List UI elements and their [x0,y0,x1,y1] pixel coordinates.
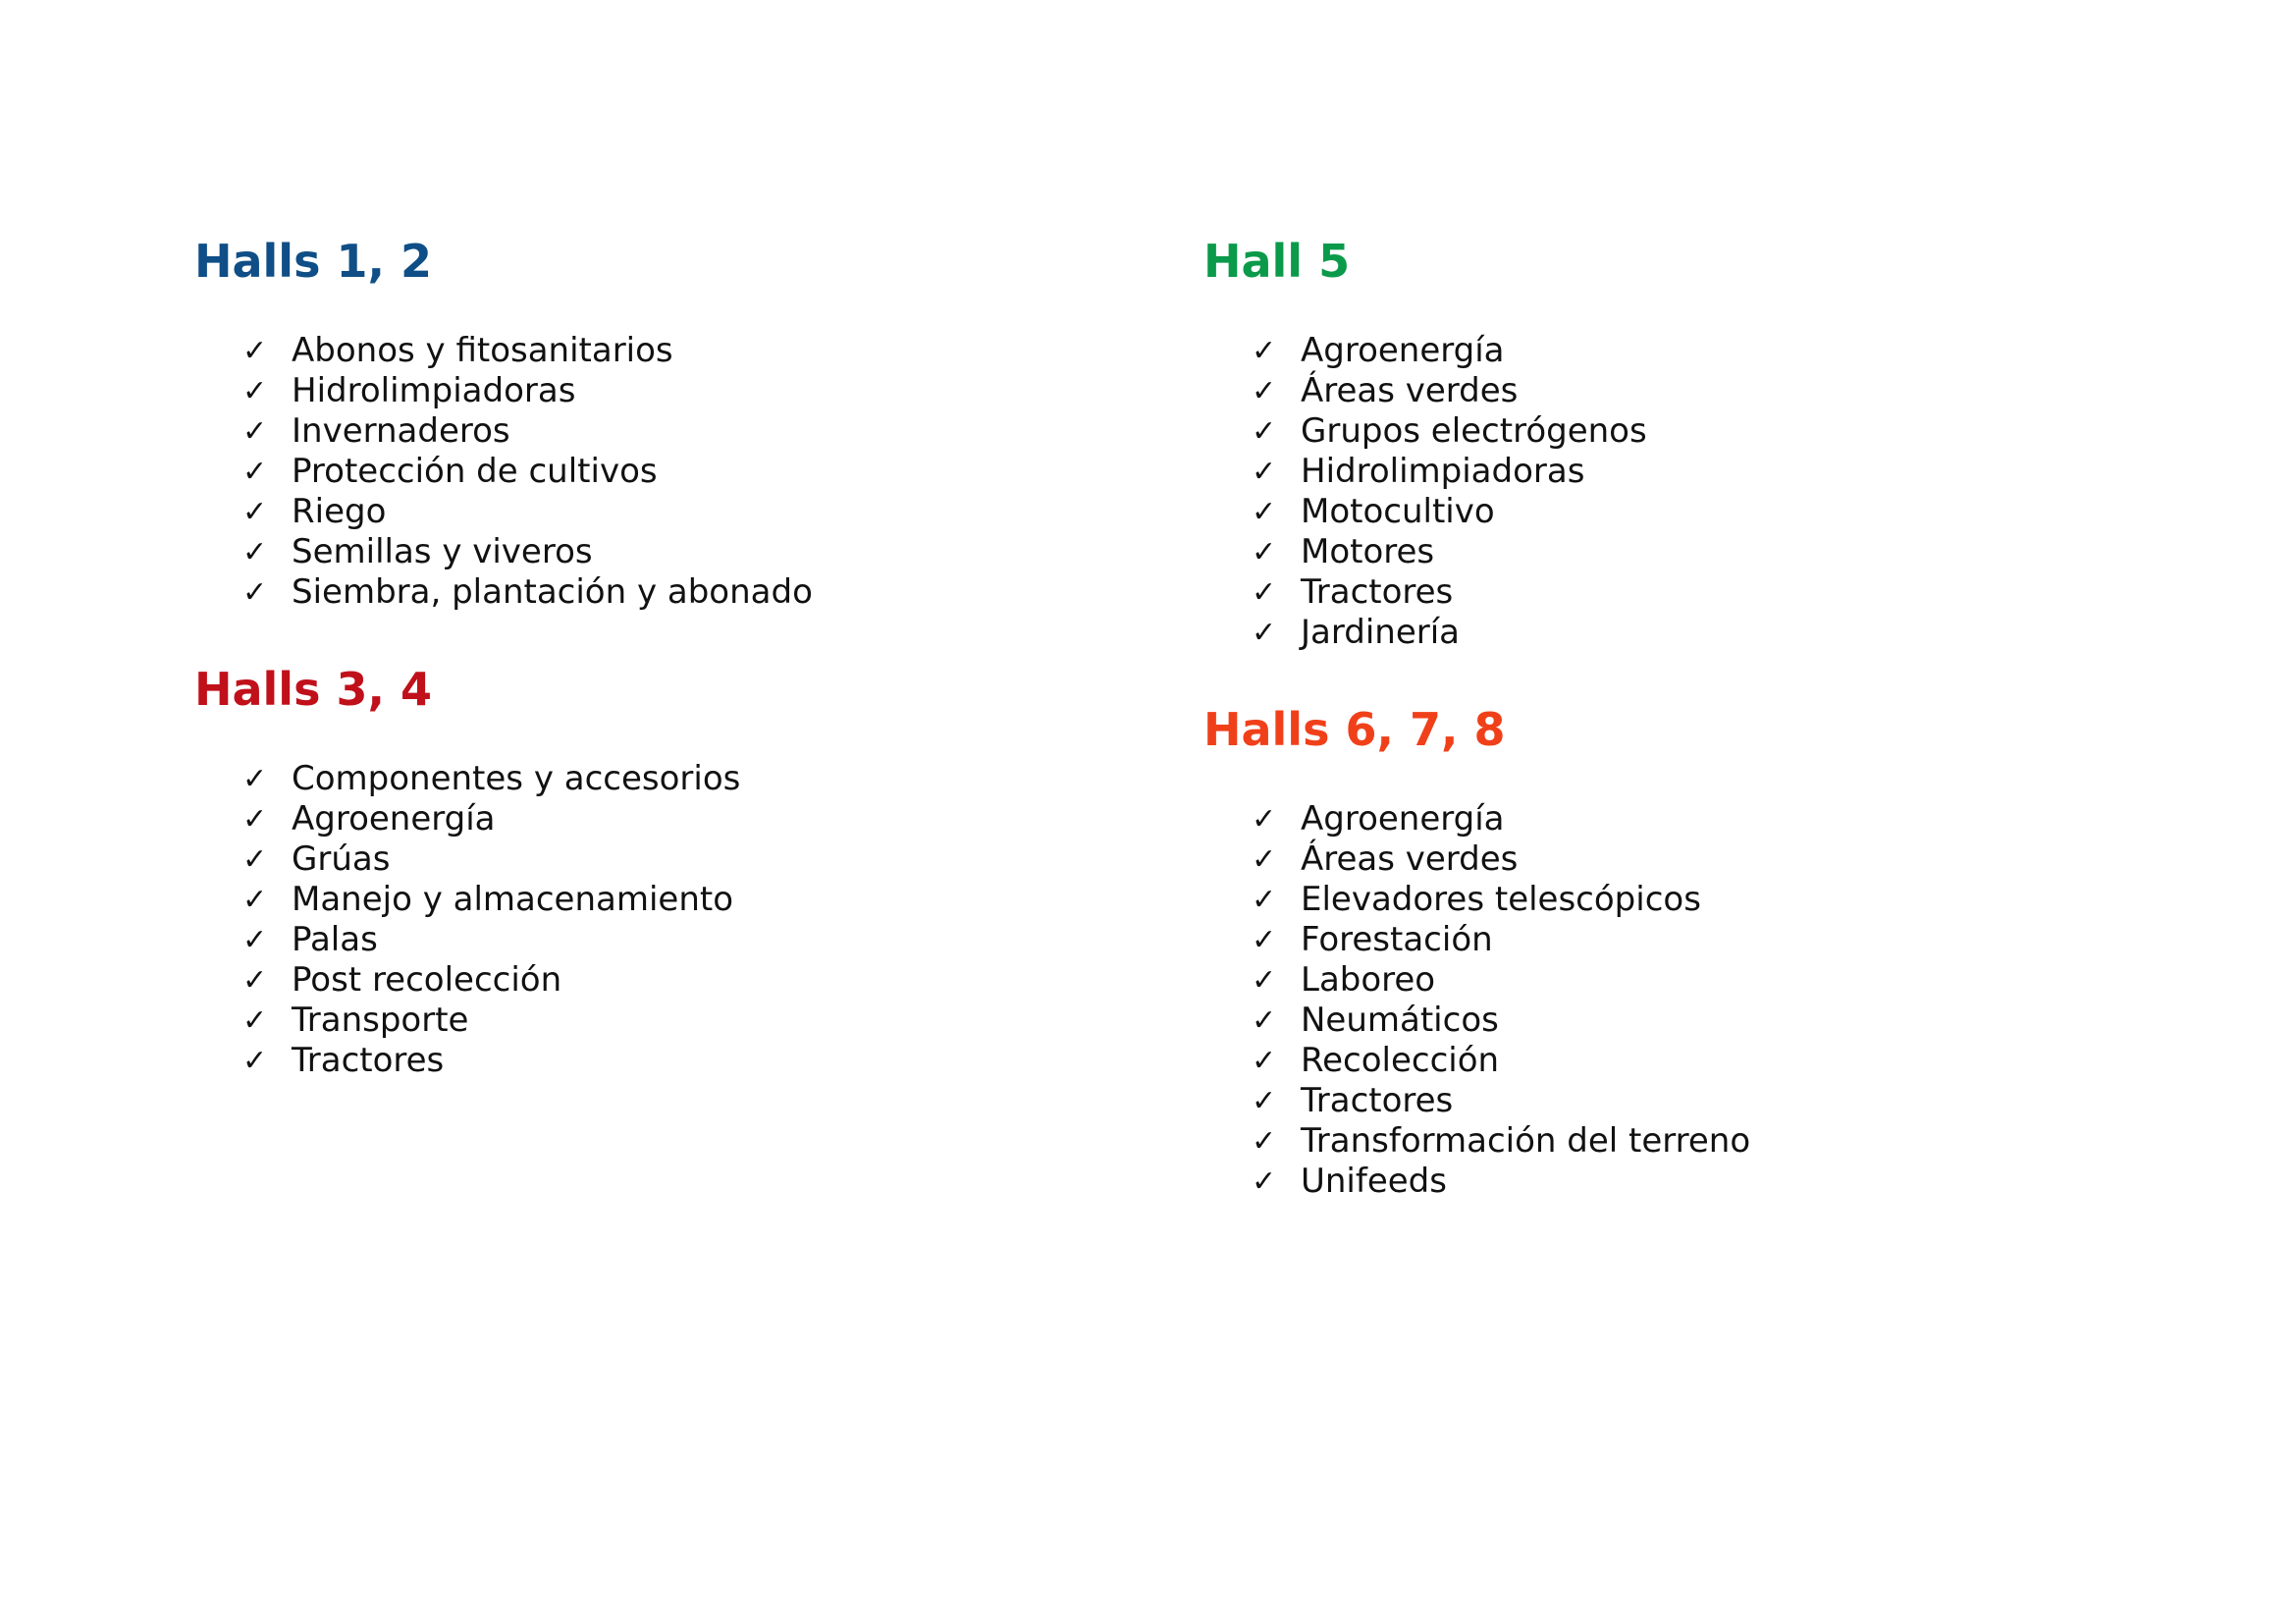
check-mark-icon: ✓ [242,455,268,489]
check-mark-icon: ✓ [1252,334,1277,368]
check-mark-icon: ✓ [1252,802,1277,837]
check-mark-icon: ✓ [242,535,268,569]
list-item-label: Motores [1301,532,1435,571]
list-item-label: Forestación [1301,920,1493,959]
list-item-label: Áreas verdes [1301,839,1519,879]
check-mark-icon: ✓ [1252,883,1277,917]
check-mark-icon: ✓ [242,883,268,917]
check-mark-icon: ✓ [1252,455,1277,489]
list-item-label: Motocultivo [1301,492,1495,531]
check-mark-icon: ✓ [1252,1003,1277,1038]
list-item-label: Grupos electrógenos [1301,411,1647,451]
check-mark-icon: ✓ [1252,616,1277,650]
check-mark-icon: ✓ [242,495,268,529]
list-item-label: Agroenergía [292,799,496,839]
list-item-label: Agroenergía [1301,331,1505,370]
list-item-label: Riego [292,492,387,531]
list-item-label: Abonos y fitosanitarios [292,331,673,370]
check-mark-icon: ✓ [1252,535,1277,569]
check-mark-icon: ✓ [1252,842,1277,877]
section-title-halls-1-2: Halls 1, 2 [194,235,432,288]
section-hall-5 [1203,234,1647,652]
check-mark-icon: ✓ [1252,495,1277,529]
list-item-label: Áreas verdes [1301,371,1519,410]
list-item-label: Grúas [292,839,391,879]
list-item-label: Palas [292,920,378,959]
check-mark-icon: ✓ [1252,963,1277,998]
check-mark-icon: ✓ [242,802,268,837]
check-mark-icon: ✓ [242,762,268,796]
list-item-label: Componentes y accesorios [292,759,741,798]
check-mark-icon: ✓ [242,923,268,957]
section-halls-1-2 [194,234,813,612]
check-mark-icon: ✓ [242,1044,268,1078]
section-title-halls-3-4: Halls 3, 4 [194,663,432,716]
section-halls-6-7-8 [1203,702,1751,1201]
list-item-label: Invernaderos [292,411,510,451]
list-item-label: Protección de cultivos [292,452,658,491]
check-mark-icon: ✓ [242,575,268,610]
list-item-label: Transporte [292,1001,469,1040]
list-item-label: Agroenergía [1301,799,1505,839]
check-mark-icon: ✓ [242,842,268,877]
list-item-label: Unifeeds [1301,1162,1447,1201]
list-item-label: Hidrolimpiadoras [1301,452,1585,491]
check-mark-icon: ✓ [1252,414,1277,449]
check-mark-icon: ✓ [1252,1044,1277,1078]
list-item-label: Laboreo [1301,960,1436,1000]
list-item-label: Tractores [292,1041,445,1080]
list-item-label: Siembra, plantación y abonado [292,572,813,612]
check-mark-icon: ✓ [242,374,268,408]
check-mark-icon: ✓ [242,963,268,998]
check-mark-icon: ✓ [242,1003,268,1038]
check-mark-icon: ✓ [1252,1124,1277,1159]
check-mark-icon: ✓ [1252,374,1277,408]
list-item-label: Tractores [1301,1081,1454,1120]
check-mark-icon: ✓ [242,334,268,368]
check-mark-icon: ✓ [242,414,268,449]
list-item-label: Post recolección [292,960,562,1000]
list-item-label: Jardinería [1301,613,1460,652]
list-item-label: Hidrolimpiadoras [292,371,576,410]
check-mark-icon: ✓ [1252,1164,1277,1199]
list-item-label: Elevadores telescópicos [1301,880,1701,919]
list-item-label: Manejo y almacenamiento [292,880,734,919]
list-item-label: Recolección [1301,1041,1500,1080]
list-item-label: Tractores [1301,572,1454,612]
list-item-label: Transformación del terreno [1301,1121,1751,1161]
section-title-hall-5: Hall 5 [1203,235,1351,288]
check-mark-icon: ✓ [1252,575,1277,610]
section-halls-3-4 [194,662,741,1080]
check-mark-icon: ✓ [1252,1084,1277,1118]
section-title-halls-6-7-8: Halls 6, 7, 8 [1203,703,1506,756]
list-item-label: Semillas y viveros [292,532,593,571]
check-mark-icon: ✓ [1252,923,1277,957]
list-item-label: Neumáticos [1301,1001,1499,1040]
